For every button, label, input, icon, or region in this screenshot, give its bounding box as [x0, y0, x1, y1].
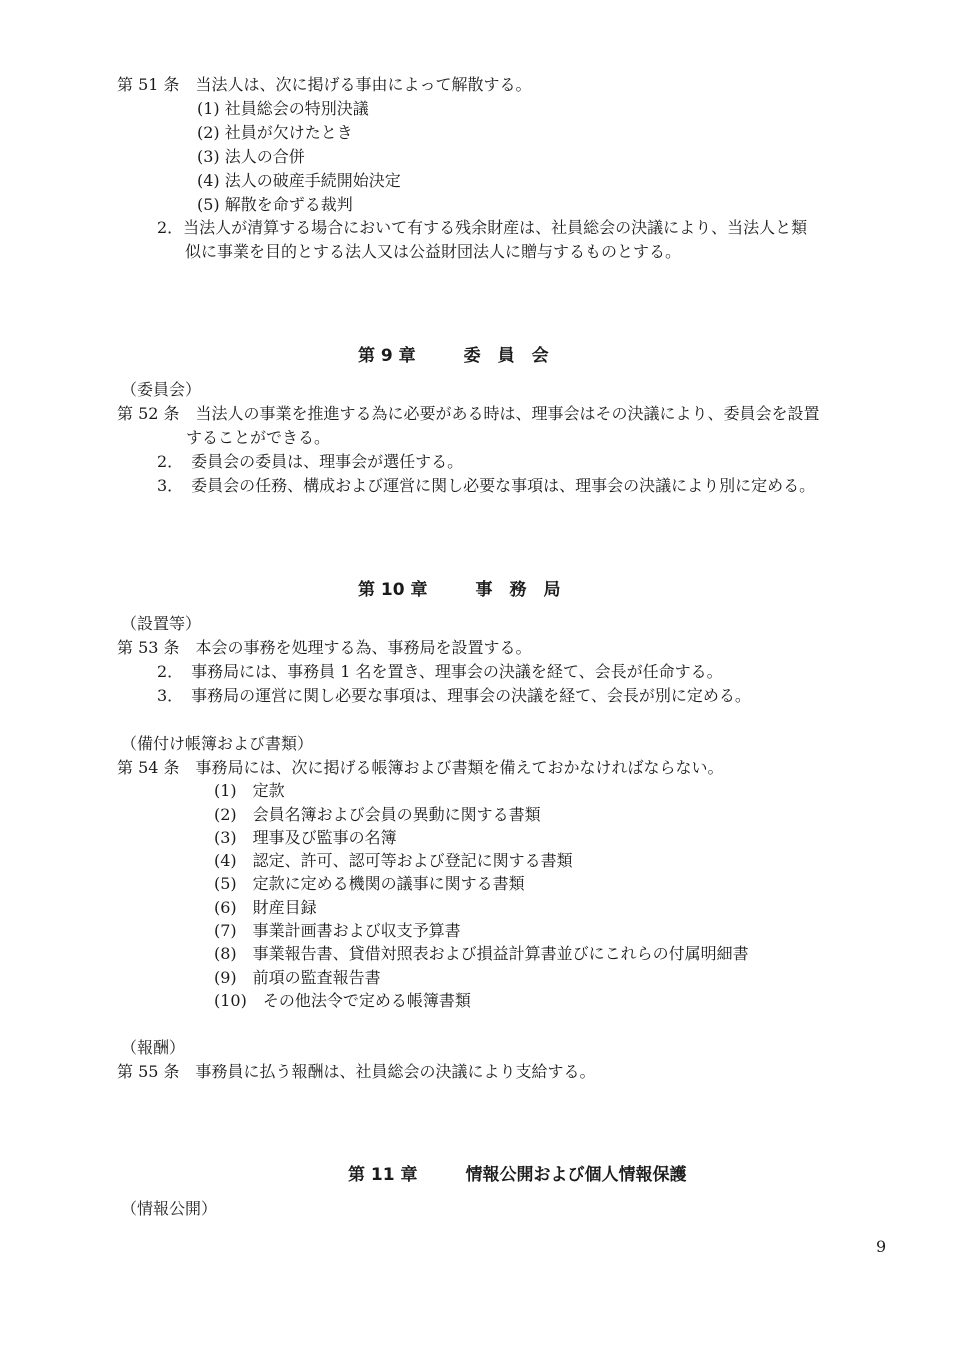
page-number: 9 — [876, 1237, 887, 1256]
chapter-title: 委 員 会 — [463, 346, 549, 366]
chapter-9-heading — [358, 344, 549, 368]
list-item: (7) 事業計画書および収支予算書 — [214, 921, 461, 940]
article-52-caption: （委員会） — [121, 380, 202, 399]
chapter-title: 事 務 局 — [475, 580, 561, 600]
article-55-caption: （報酬） — [121, 1038, 186, 1057]
article-53-heading: 第 53 条 本会の事務を処理する為、事務局を設置する。 — [117, 638, 532, 657]
article-53-paragraph-3: 3． 事務局の運営に関し必要な事項は、理事会の決議を経て、会長が別に定める。 — [157, 686, 751, 705]
article-53-caption: （設置等） — [121, 614, 202, 633]
article-51-paragraph-2: 2．当法人が清算する場合において有する残余財産は、社員総会の決議により、当法人と類 — [157, 218, 808, 237]
list-item: (8) 事業報告書、貸借対照表および損益計算書並びにこれらの付属明細書 — [214, 944, 749, 963]
list-item: (1) 社員総会の特別決議 — [197, 99, 369, 118]
list-item: (3) 理事及び監事の名簿 — [214, 828, 397, 847]
list-item: (1) 定款 — [214, 781, 285, 800]
article-51-heading: 第 51 条 当法人は、次に掲げる事由によって解散する。 — [117, 75, 532, 94]
chapter-title: 情報公開および個人情報保護 — [465, 1165, 687, 1185]
chapter-10-heading — [358, 578, 561, 602]
article-54-caption: （備付け帳簿および書類） — [121, 734, 314, 753]
list-item: (5) 解散を命ずる裁判 — [197, 195, 353, 214]
article-54-heading: 第 54 条 事務局には、次に掲げる帳簿および書類を備えておかなければならない。 — [117, 758, 724, 777]
chapter-11-heading — [348, 1163, 687, 1187]
list-item: (10) その他法令で定める帳簿書類 — [214, 991, 471, 1010]
article-52-paragraph-3: 3． 委員会の任務、構成および運営に関し必要な事項は、理事会の決議により別に定める。 — [157, 476, 816, 495]
list-item: (4) 認定、許可、認可等および登記に関する書類 — [214, 851, 573, 870]
list-item: (2) 社員が欠けたとき — [197, 123, 353, 142]
chapter-number: 第 10 章 — [358, 580, 428, 600]
list-item: (9) 前項の監査報告書 — [214, 968, 381, 987]
article-52-heading: 第 52 条 当法人の事業を推進する為に必要がある時は、理事会はその決議により、委員会を設置 — [117, 404, 820, 423]
article-52-paragraph-2: 2． 委員会の委員は、理事会が選任する。 — [157, 452, 464, 471]
article-51-paragraph-2-cont: 似に事業を目的とする法人又は公益財団法人に贈与するものとする。 — [185, 242, 682, 261]
article-55-heading: 第 55 条 事務員に払う報酬は、社員総会の決議により支給する。 — [117, 1062, 596, 1081]
list-item: (2) 会員名簿および会員の異動に関する書類 — [214, 805, 541, 824]
list-item: (6) 財産目録 — [214, 898, 317, 917]
chapter-number: 第 11 章 — [348, 1165, 418, 1185]
article-53-paragraph-2: 2． 事務局には、事務員 1 名を置き、理事会の決議を経て、会長が任命する。 — [157, 662, 723, 681]
info-disclosure-caption: （情報公開） — [121, 1199, 218, 1218]
article-52-heading-cont: することができる。 — [186, 428, 331, 447]
chapter-number: 第 9 章 — [358, 346, 416, 366]
list-item: (4) 法人の破産手続開始決定 — [197, 171, 401, 190]
list-item: (5) 定款に定める機関の議事に関する書類 — [214, 874, 525, 893]
list-item: (3) 法人の合併 — [197, 147, 305, 166]
